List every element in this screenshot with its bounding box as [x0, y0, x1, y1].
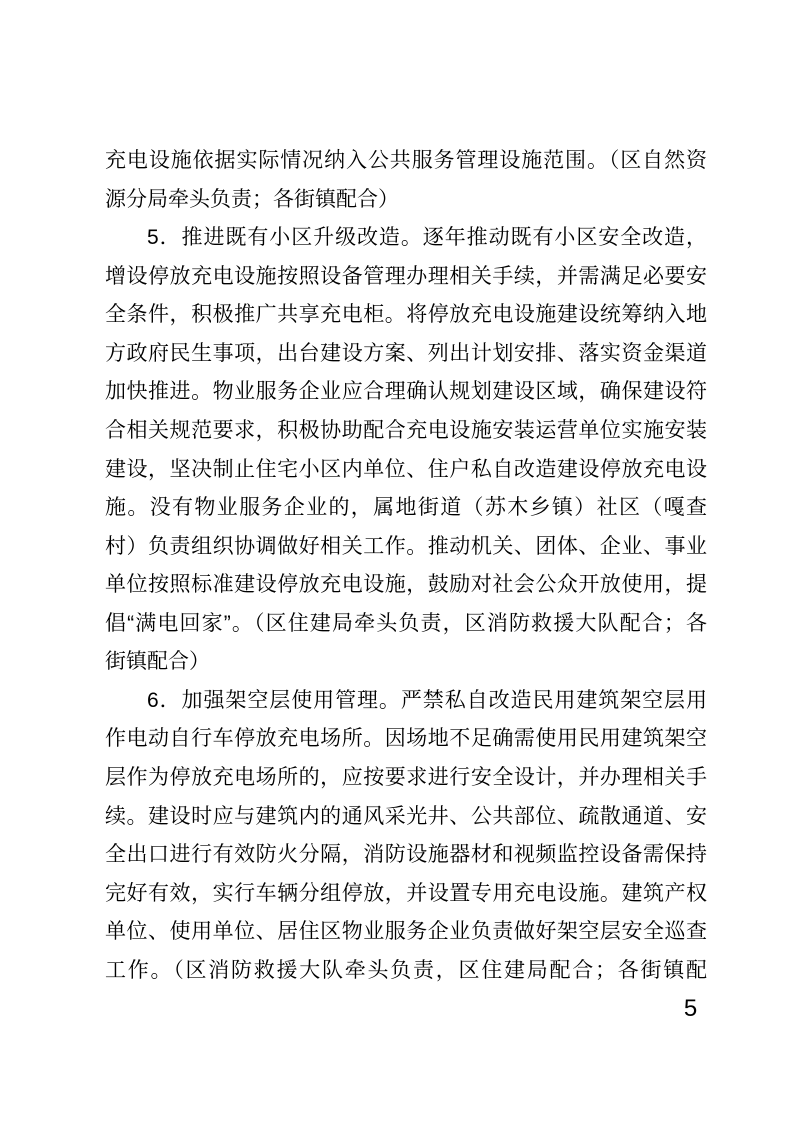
- text-line: 全条件，积极推广共享充电柜。将停放充电设施建设统筹纳入地: [105, 303, 707, 327]
- text-line: 倡“满电回家”。（区住建局牵头负责，区消防救援大队配合；各: [105, 611, 707, 635]
- text-line: 施。没有物业服务企业的，属地街道（苏木乡镇）社区（嘎查: [105, 496, 707, 520]
- text-line: 村）负责组织协调做好相关工作。推动机关、团体、企业、事业: [105, 534, 707, 558]
- text-line: 单位按照标准建设停放充电设施，鼓励对社会公众开放使用，提: [105, 573, 707, 597]
- text-line: 层作为停放充电场所的，应按要求进行安全设计，并办理相关手: [105, 766, 707, 789]
- text-line: 全出口进行有效防火分隔，消防设施器材和视频监控设备需保持: [105, 843, 707, 867]
- text-line: 续。建设时应与建筑内的通风采光井、公共部位、疏散通道、安: [105, 804, 707, 828]
- text-line: 完好有效，实行车辆分组停放，并设置专用充电设施。建筑产权: [105, 881, 707, 905]
- page-number: 5: [683, 995, 698, 1022]
- text-line: 源分局牵头负责；各街镇配合）: [105, 187, 399, 211]
- text-line: 街镇配合）: [105, 650, 210, 674]
- document-body-text: [105, 142, 707, 990]
- text-line: 方政府民生事项，出台建设方案、列出计划安排、落实资金渠道: [105, 341, 707, 365]
- text-line: 5．推进既有小区升级改造。逐年推动既有小区安全改造，: [147, 226, 707, 250]
- text-line: 单位、使用单位、居住区物业服务企业负责做好架空层安全巡查: [105, 920, 707, 944]
- text-line: 充电设施依据实际情况纳入公共服务管理设施范围。（区自然资: [105, 149, 707, 172]
- text-line: 6．加强架空层使用管理。严禁私自改造民用建筑架空层用: [147, 688, 707, 712]
- text-line: 加快推进。物业服务企业应合理确认规划建设区域，确保建设符: [105, 380, 707, 404]
- text-line: 工作。（区消防救援大队牵头负责，区住建局配合；各街镇配: [105, 958, 707, 982]
- text-line: 增设停放充电设施按照设备管理办理相关手续，并需满足必要安: [105, 264, 707, 288]
- text-line: 合相关规范要求，积极协助配合充电设施安装运营单位实施安装: [105, 418, 707, 442]
- text-line: 作电动自行车停放充电场所。因场地不足确需使用民用建筑架空: [105, 727, 707, 751]
- text-line: 建设，坚决制止住宅小区内单位、住户私自改造建设停放充电设: [105, 457, 707, 481]
